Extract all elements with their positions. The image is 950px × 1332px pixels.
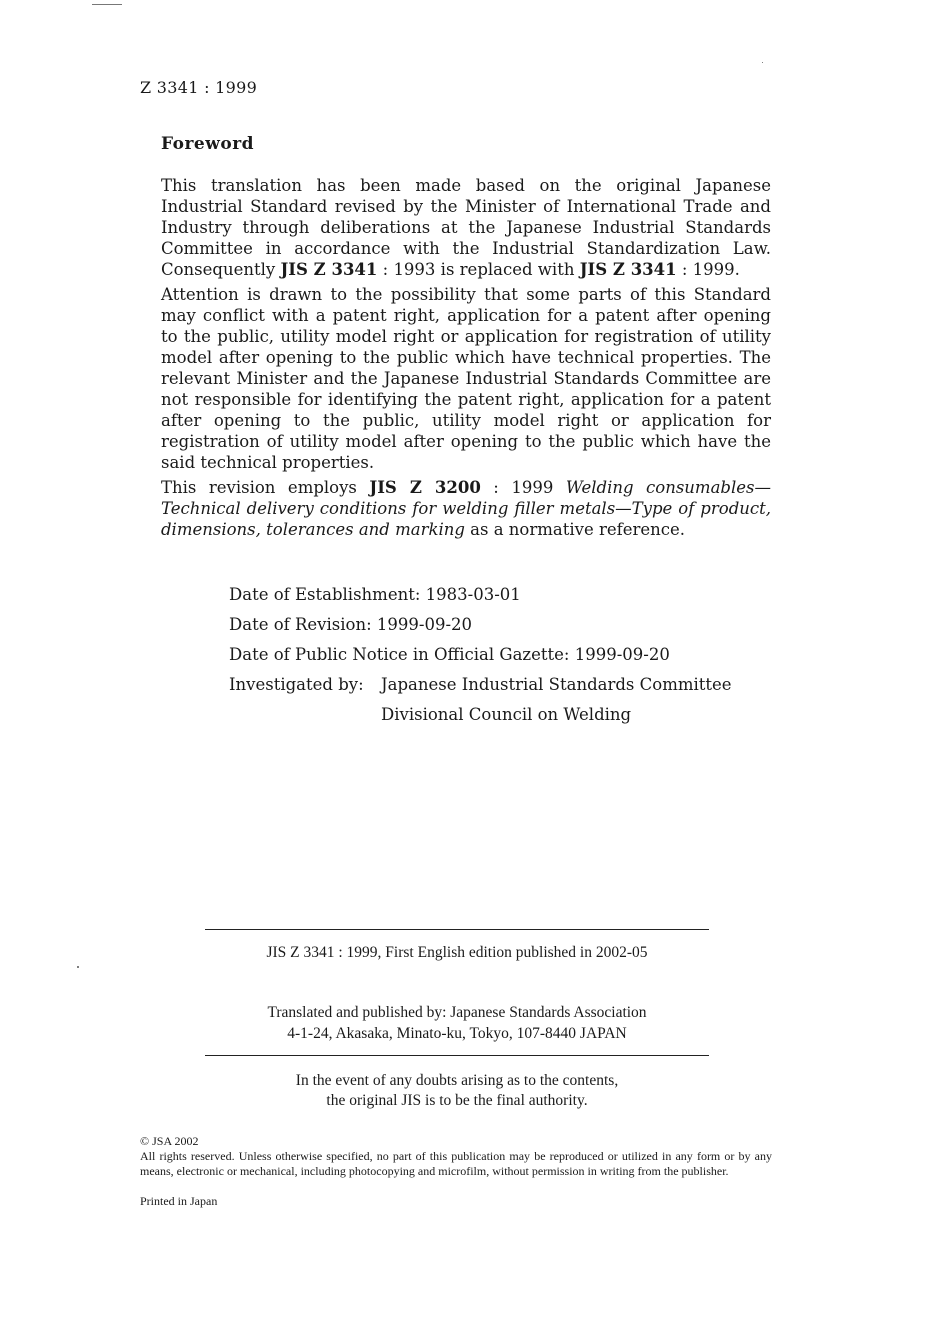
standard-reference: Z 3341 : 1999 — [140, 78, 258, 97]
publisher-address: 4-1-24, Akasaka, Minato-ku, Tokyo, 107-8440 JAPAN — [287, 1025, 627, 1042]
normative-standard-ref: JIS Z 3200 — [369, 478, 481, 497]
foreword-paragraph-2: Attention is drawn to the possibility that some parts of this Standard may conflict with a patent right, application for a patent after opening to the public, utility model right or application for registration of utility model after opening to the public which have technical properties. The relevant Minister and the Japanese Industrial Standards Committee are not responsible for identifying the patent right, application for a patent after opening to the public, utility model right or application for registration of utility model after opening to the public which have the said technical properties. — [161, 285, 771, 472]
foreword-paragraph-1: This translation has been made based on the original Japanese Industrial Standard revised by the Minister of International Trade and Industry through deliberations at the Japanese Industrial Standards Committee in accordance with the Industrial Standardization Law. Consequently JIS Z 3341 : 1993 is replaced with JIS Z 3341 : 1999. — [161, 176, 771, 279]
date-of-revision: Date of Revision: 1999-09-20 — [229, 615, 473, 634]
investigated-by-value: Japanese Industrial Standards Committee — [381, 675, 732, 694]
translated-by: Translated and published by: Japanese Standards Association — [267, 1004, 647, 1021]
new-standard-ref: JIS Z 3341 — [579, 260, 677, 279]
scan-speck — [77, 966, 79, 968]
authority-notice — [205, 1071, 709, 1111]
old-standard-ref: JIS Z 3341 — [280, 260, 378, 279]
authority-notice-line-2: the original JIS is to be the final authority. — [326, 1092, 588, 1109]
normative-reference-title: Welding consumables—Technical delivery conditions for welding filler metals—Type of product, dimensions, tolerances and marking — [161, 478, 771, 539]
publication-rule-bottom — [205, 1055, 709, 1056]
legal-block — [140, 1134, 772, 1209]
date-of-establishment: Date of Establishment: 1983-03-01 — [229, 585, 521, 604]
scan-speck — [762, 62, 763, 63]
investigated-by-label: Investigated by: — [229, 675, 364, 694]
foreword-paragraph-3: This revision employs JIS Z 3200 : 1999 Welding consumables—Technical delivery conditions for welding filler metals—Type of product, dimensions, tolerances and marking as a normative reference. — [161, 478, 771, 539]
publication-rule-top — [205, 929, 709, 930]
foreword-body — [161, 175, 771, 544]
divisional-council: Divisional Council on Welding — [381, 705, 632, 724]
dates-block — [229, 580, 732, 730]
publisher-block — [205, 1002, 709, 1044]
authority-notice-line-1: In the event of any doubts arising as to the contents, — [295, 1072, 619, 1089]
rights-statement: All rights reserved. Unless otherwise specified, no part of this publication may be reproduced or utilized in any form or by any means, electronic or mechanical, including photocopying and microfilm, without permission in writing from the publisher. — [140, 1149, 772, 1178]
investigated-by-row — [229, 670, 732, 700]
scan-mark — [92, 4, 122, 5]
edition-line: JIS Z 3341 : 1999, First English edition published in 2002-05 — [266, 944, 648, 961]
foreword-heading: Foreword — [161, 134, 255, 154]
printed-in: Printed in Japan — [140, 1194, 218, 1208]
copyright: © JSA 2002 — [140, 1134, 199, 1148]
date-of-public-notice: Date of Public Notice in Official Gazette: 1999-09-20 — [229, 645, 670, 664]
